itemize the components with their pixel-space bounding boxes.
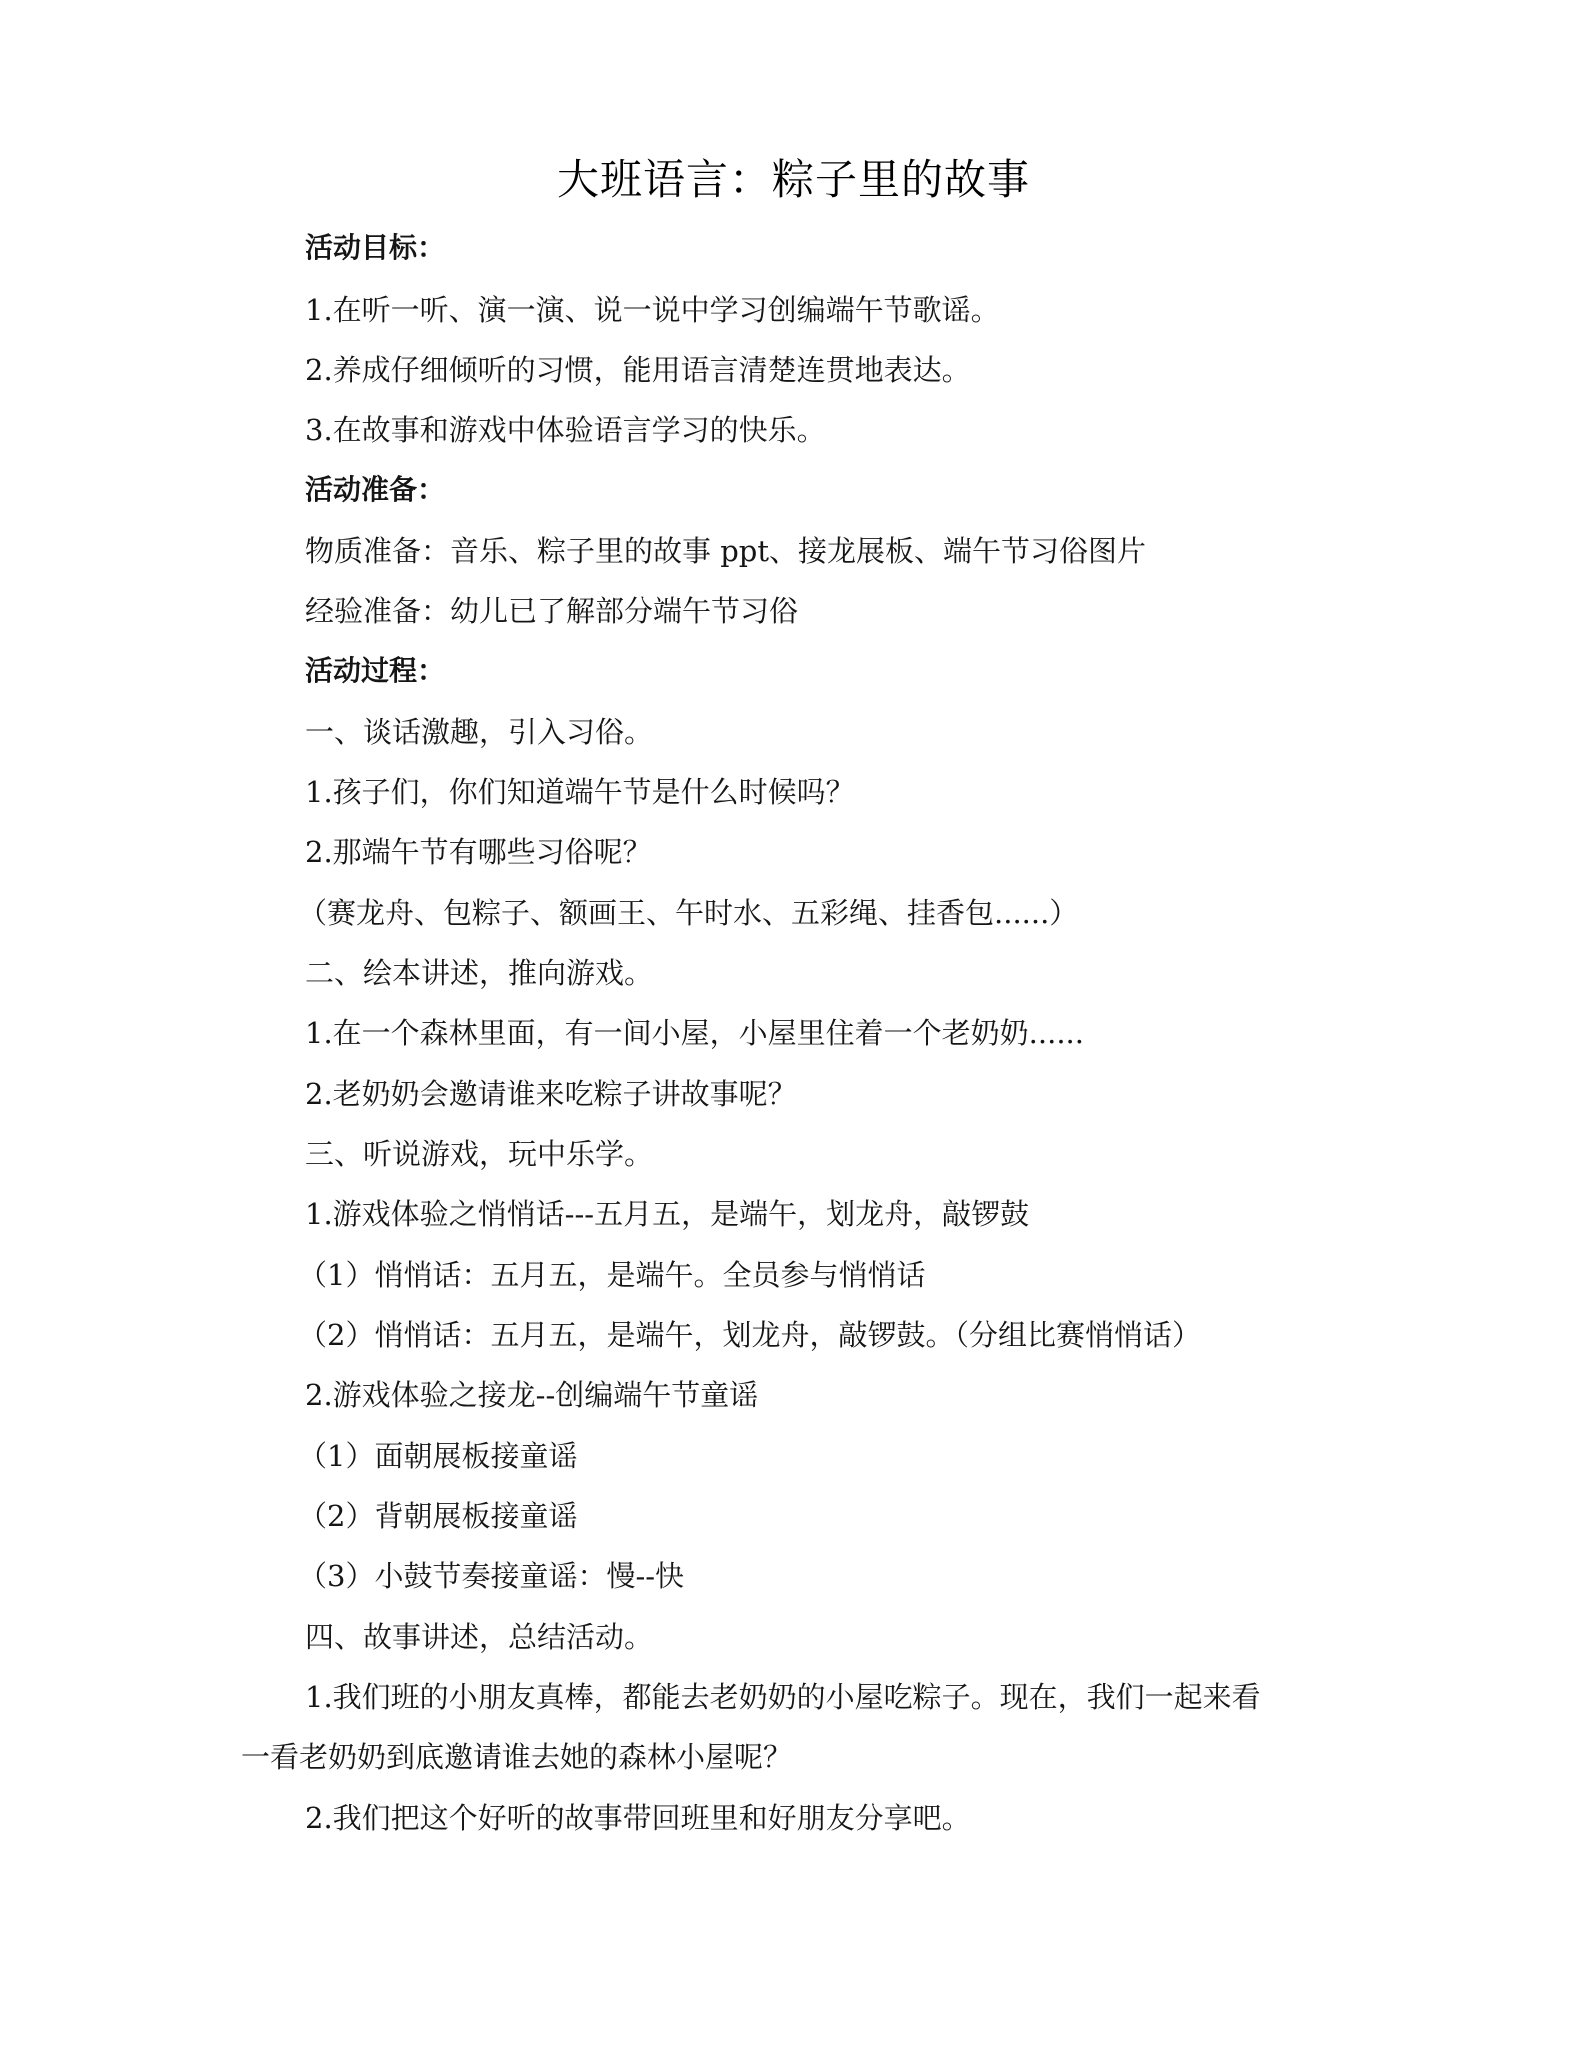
- process-step-3-item-2-sub-1: （1）面朝展板接童谣: [298, 1439, 578, 1473]
- process-step-3-item-2-sub-2: （2）背朝展板接童谣: [298, 1499, 578, 1533]
- material-preparation: 物质准备：音乐、粽子里的故事 ppt、接龙展板、端午节习俗图片: [305, 534, 1147, 568]
- section-heading-preparation: 活动准备：: [305, 473, 446, 506]
- process-step-4-item-2: 2.我们把这个好听的故事带回班里和好朋友分享吧。: [305, 1801, 971, 1835]
- process-step-3-item-1-sub-2: （2）悄悄话：五月五，是端午，划龙舟，敲锣鼓。（分组比赛悄悄话）: [298, 1318, 1201, 1352]
- experience-preparation: 经验准备：幼儿已了解部分端午节习俗: [305, 594, 799, 628]
- process-step-2-heading: 二、绘本讲述，推向游戏。: [305, 956, 654, 990]
- process-step-3-item-2-sub-3: （3）小鼓节奏接童谣：慢--快: [298, 1559, 685, 1593]
- process-step-4-heading: 四、故事讲述，总结活动。: [305, 1620, 654, 1654]
- process-step-1-item-1: 1.孩子们，你们知道端午节是什么时候吗？: [305, 775, 855, 809]
- section-heading-process: 活动过程：: [305, 654, 446, 687]
- process-step-2-item-2: 2.老奶奶会邀请谁来吃粽子讲故事呢？: [305, 1077, 797, 1111]
- process-step-3-heading: 三、听说游戏，玩中乐学。: [305, 1137, 654, 1171]
- document-title: 大班语言：粽子里的故事: [556, 155, 1030, 204]
- goal-item-1: 1.在听一听、演一演、说一说中学习创编端午节歌谣。: [305, 293, 1000, 327]
- process-step-4-item-1: 1.我们班的小朋友真棒，都能去老奶奶的小屋吃粽子。现在，我们一起来看: [305, 1680, 1261, 1714]
- customs-list: （赛龙舟、包粽子、额画王、午时水、五彩绳、挂香包......）: [298, 896, 1079, 930]
- goal-item-2: 2.养成仔细倾听的习惯，能用语言清楚连贯地表达。: [305, 353, 971, 387]
- process-step-3-item-1-sub-1: （1）悄悄话：五月五，是端午。全员参与悄悄话: [298, 1258, 926, 1292]
- process-step-2-item-1: 1.在一个森林里面，有一间小屋，小屋里住着一个老奶奶......: [305, 1016, 1084, 1050]
- process-step-3-item-2: 2.游戏体验之接龙--创编端午节童谣: [305, 1378, 759, 1412]
- process-step-4-item-1-continued: 一看老奶奶到底邀请谁去她的森林小屋呢？: [241, 1740, 793, 1774]
- process-step-1-heading: 一、谈话激趣，引入习俗。: [305, 715, 654, 749]
- process-step-1-item-2: 2.那端午节有哪些习俗呢？: [305, 835, 652, 869]
- goal-item-3: 3.在故事和游戏中体验语言学习的快乐。: [305, 413, 826, 447]
- process-step-3-item-1: 1.游戏体验之悄悄话---五月五，是端午，划龙舟，敲锣鼓: [305, 1197, 1030, 1231]
- section-heading-goals: 活动目标：: [305, 231, 446, 264]
